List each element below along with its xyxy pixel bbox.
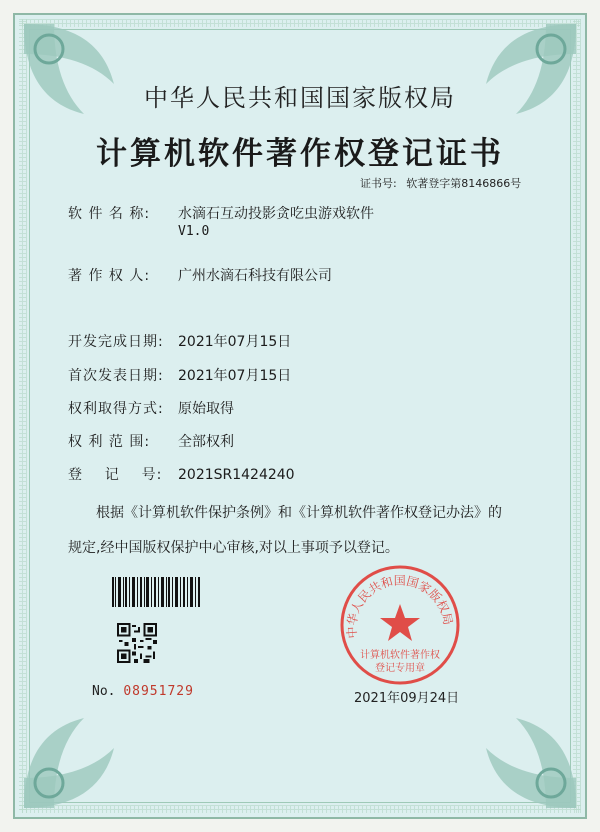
field-value: 2021年07月15日	[178, 334, 292, 350]
certificate-title: 计算机软件著作权登记证书	[96, 136, 504, 172]
serial-number-value: 08951729	[123, 684, 194, 699]
field-label: 软 件 名 称:	[68, 206, 151, 222]
field-rights-scope	[68, 431, 234, 451]
issue-date: 2021年09月24日	[354, 691, 460, 706]
field-value: 2021年07月15日	[178, 368, 292, 384]
field-copyright-owner	[68, 265, 332, 285]
serial-number-label: No.	[92, 684, 116, 699]
certificate-number-value: 软著登字第8146866号	[406, 177, 522, 190]
field-label: 权 利 范 围:	[68, 434, 151, 450]
top-right-ornament	[466, 14, 586, 134]
issuer-title: 中华人民共和国国家版权局	[144, 84, 456, 112]
barcode-image	[112, 577, 202, 607]
top-left-ornament	[14, 14, 134, 134]
field-label: 登 记 号:	[68, 467, 163, 483]
certificate-number-label: 证书号:	[360, 177, 397, 190]
field-value: 原始取得	[178, 401, 234, 417]
field-registration-number	[68, 464, 295, 484]
seal-star-icon	[380, 604, 420, 641]
field-value: 全部权利	[178, 434, 234, 450]
qr-code-image	[117, 623, 157, 663]
field-label: 开发完成日期:	[68, 334, 164, 350]
seal-ring-text: 中华人民共和国国家版权局	[344, 573, 456, 639]
serial-number	[92, 684, 194, 699]
field-label: 权利取得方式:	[68, 401, 164, 417]
bottom-left-ornament	[14, 698, 134, 818]
field-label: 著 作 权 人:	[68, 268, 151, 284]
field-label: 首次发表日期:	[68, 368, 164, 384]
statement-line-1: 根据《计算机软件保护条例》和《计算机软件著作权登记办法》的	[96, 505, 502, 521]
seal-inner-line-2: 登记专用章	[375, 663, 425, 674]
certificate-number	[360, 175, 527, 191]
field-value: 广州水滴石科技有限公司	[178, 268, 332, 284]
field-publish-date	[68, 365, 291, 385]
software-version: V1.0	[178, 224, 210, 239]
field-software-name	[68, 203, 374, 223]
seal-inner-line-1: 计算机软件著作权	[360, 650, 440, 661]
field-value: 水滴石互动投影贪吃虫游戏软件	[178, 206, 374, 222]
official-seal	[335, 560, 465, 690]
field-value: 2021SR1424240	[178, 467, 295, 483]
field-acquisition-method	[68, 398, 234, 418]
field-development-date	[68, 331, 291, 351]
statement-line-2: 规定,经中国版权保护中心审核,对以上事项予以登记。	[68, 540, 399, 556]
bottom-right-ornament	[466, 698, 586, 818]
